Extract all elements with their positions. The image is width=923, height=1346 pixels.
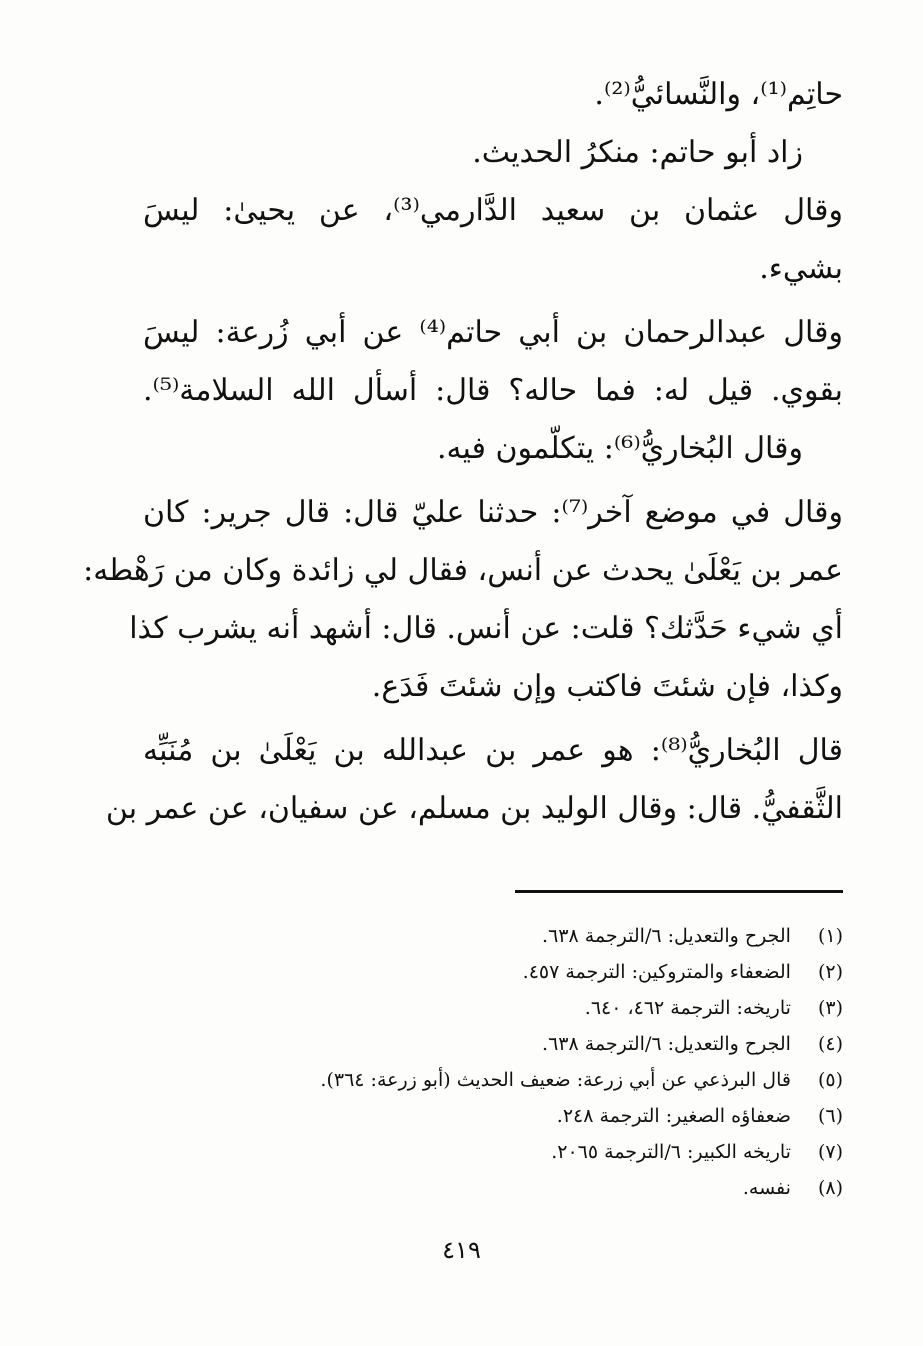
footnote-text: نفسه. (742, 1177, 791, 1199)
footnote-text: ضعفاؤه الصغير: الترجمة ٢٤٨. (556, 1105, 791, 1127)
footnote-number: (٢) (817, 961, 843, 983)
footnote-item (143, 990, 843, 1026)
footnote-item (143, 1026, 843, 1062)
footnote-item (143, 1098, 843, 1134)
footnote-item (143, 1134, 843, 1170)
footnote-item (143, 918, 843, 954)
text-line: الثَّقفيُّ. قال: وقال الوليد بن مسلم، عن سفيان، عن عمر بن (105, 791, 843, 826)
text-line: وكذا، فإن شئتَ فاكتب وإن شئتَ فَدَع. (371, 669, 843, 704)
footnote-number: (١) (817, 925, 843, 947)
text-line: وقال البُخاريُّ⁽⁶⁾: يتكلّمون فيه. (436, 431, 803, 466)
footnote-text: الجرح والتعديل: ٦/الترجمة ٦٣٨. (542, 925, 791, 947)
footnote-item (143, 1062, 843, 1098)
footnote-text: الضعفاء والمتروكين: الترجمة ٤٥٧. (522, 961, 791, 983)
footnote-number: (٥) (817, 1069, 843, 1091)
footnote-number: (٨) (817, 1177, 843, 1199)
text-line: وقال عبدالرحمان بن أبي حاتم⁽⁴⁾ عن أبي زُرعة: ليسَ (143, 315, 843, 350)
footnote-number: (٧) (817, 1141, 843, 1163)
footnote-item (143, 1170, 843, 1206)
text-line: بقوي. قيل له: فما حاله؟ قال: أسأل الله السلامة⁽⁵⁾. (143, 373, 843, 408)
page-number: ٤١٩ (442, 1236, 481, 1264)
text-line: بشيء. (759, 251, 843, 286)
footnote-number: (٣) (817, 997, 843, 1019)
text-line: عمر بن يَعْلَىٰ يحدث عن أنس، فقال لي زائدة وكان من رَهْطه: (83, 553, 843, 588)
footnote-text: تاريخه: الترجمة ٤٦٢، ٦٤٠. (584, 997, 791, 1019)
footnote-separator (515, 890, 843, 893)
footnote-item (143, 954, 843, 990)
text-line: وقال عثمان بن سعيد الدَّارمي⁽³⁾، عن يحيىٰ: ليسَ (143, 193, 843, 228)
footnote-text: تاريخه الكبير: ٦/الترجمة ٢٠٦٥. (551, 1141, 791, 1163)
text-line: أي شيء حَدَّثك؟ قلت: عن أنس. قال: أشهد أنه يشرب كذا (129, 611, 843, 646)
text-line: قال البُخاريُّ⁽⁸⁾: هو عمر بن عبدالله بن يَعْلَىٰ بن مُنَبِّه (143, 733, 844, 768)
footnote-number: (٦) (817, 1105, 843, 1127)
text-line: وقال في موضع آخر⁽⁷⁾: حدثنا عليّ قال: قال جرير: كان (143, 495, 844, 530)
footnote-number: (٤) (817, 1033, 843, 1055)
footnote-text: قال البرذعي عن أبي زرعة: ضعيف الحديث (أبو زرعة: ٣٦٤). (320, 1069, 791, 1091)
text-line: زاد أبو حاتم: منكرُ الحديث. (472, 135, 803, 170)
footnote-text: الجرح والتعديل: ٦/الترجمة ٦٣٨. (542, 1033, 791, 1055)
text-line: حاتِم⁽¹⁾، والنَّسائيُّ⁽²⁾. (594, 77, 843, 112)
